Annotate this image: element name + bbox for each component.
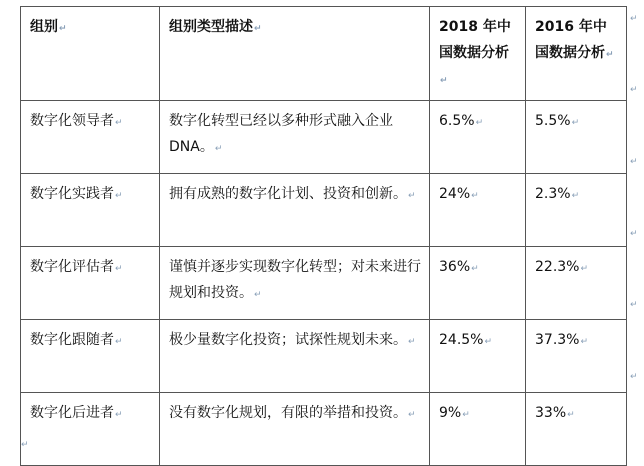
header-group-cell: [21, 7, 160, 101]
table-row: [21, 247, 627, 320]
paragraph-mark-icon: ↵: [475, 118, 484, 128]
paragraph-mark-icon: ↵: [571, 118, 580, 128]
desc-cell: [160, 101, 430, 174]
paragraph-mark-icon: ↵: [214, 144, 223, 154]
row-end-mark-icon: ↵: [630, 157, 638, 167]
paragraph-mark-icon: ↵: [21, 440, 29, 450]
header-desc-cell: [160, 7, 430, 101]
paragraph-mark-icon: ↵: [567, 410, 575, 420]
value-2018: 24%: [439, 186, 471, 202]
group-name: 数字化领导者: [30, 113, 114, 129]
group-description: 数字化转型已经以多种形式融入企业 DNA。: [169, 113, 393, 155]
group-name: 数字化实践者: [30, 186, 114, 202]
group-description: 谨慎并逐步实现数字化转型；对未来进行规划和投资。: [169, 259, 421, 301]
paragraph-mark-icon: ↵: [115, 191, 123, 201]
paragraph-mark-icon: ↵: [408, 191, 416, 201]
paragraph-mark-icon: ↵: [571, 191, 580, 201]
header-group: 组别: [30, 19, 58, 35]
paragraph-mark-icon: ↵: [440, 76, 448, 86]
value-2016: 37.3%: [535, 332, 580, 348]
row-end-mark-icon: ↵: [630, 372, 638, 382]
table-header-row: [21, 7, 627, 101]
value-2018-cell: [430, 174, 526, 247]
paragraph-mark-icon: ↵: [580, 337, 589, 347]
value-2018: 6.5%: [439, 113, 475, 129]
value-2018: 24.5%: [439, 332, 484, 348]
value-2016: 2.3%: [535, 186, 571, 202]
value-2018: 36%: [439, 259, 471, 275]
table-row: [21, 393, 627, 466]
value-2018-cell: [430, 101, 526, 174]
group-name: 数字化评估者: [30, 259, 114, 275]
group-cell: [21, 247, 160, 320]
group-description: 极少量数字化投资；试探性规划未来。: [169, 332, 407, 348]
value-2016-cell: [526, 247, 627, 320]
header-2016-cell: [526, 7, 627, 101]
header-desc: 组别类型描述: [169, 19, 253, 35]
group-table: [20, 6, 627, 466]
paragraph-mark-icon: ↵: [115, 410, 123, 420]
paragraph-mark-icon: ↵: [484, 337, 493, 347]
group-cell: [21, 174, 160, 247]
paragraph-mark-icon: ↵: [115, 118, 123, 128]
value-2018-cell: [430, 247, 526, 320]
value-2016: 33%: [535, 405, 567, 421]
row-end-mark-icon: ↵: [630, 14, 638, 24]
paragraph-mark-icon: ↵: [471, 264, 479, 274]
header-2018-cell: [430, 7, 526, 101]
desc-cell: [160, 174, 430, 247]
paragraph-mark-icon: ↵: [408, 337, 416, 347]
paragraph-mark-icon: ↵: [59, 24, 67, 34]
group-description: 拥有成熟的数字化计划、投资和创新。: [169, 186, 407, 202]
value-2016-cell: [526, 101, 627, 174]
paragraph-mark-icon: ↵: [115, 264, 123, 274]
header-2016: 2016 年中国数据分析: [535, 19, 607, 61]
table-row: [21, 174, 627, 247]
paragraph-mark-icon: ↵: [254, 290, 262, 300]
value-2016-cell: [526, 393, 627, 466]
group-cell: [21, 320, 160, 393]
desc-cell: [160, 247, 430, 320]
desc-cell: [160, 320, 430, 393]
header-2018: 2018 年中国数据分析: [439, 19, 511, 61]
group-cell: [21, 101, 160, 174]
value-2018-cell: [430, 320, 526, 393]
desc-cell: [160, 393, 430, 466]
paragraph-mark-icon: ↵: [115, 337, 123, 347]
paragraph-mark-icon: ↵: [580, 264, 589, 274]
value-2018: 9%: [439, 405, 462, 421]
paragraph-mark-icon: ↵: [254, 24, 262, 34]
paragraph-mark-icon: ↵: [471, 191, 479, 201]
table-row: [21, 320, 627, 393]
group-name: 数字化跟随者: [30, 332, 114, 348]
row-end-mark-icon: ↵: [630, 300, 638, 310]
row-end-mark-icon: ↵: [630, 229, 638, 239]
group-cell: [21, 393, 160, 466]
paragraph-mark-icon: ↵: [606, 50, 614, 60]
paragraph-mark-icon: ↵: [408, 410, 416, 420]
value-2016-cell: [526, 174, 627, 247]
value-2016: 22.3%: [535, 259, 580, 275]
paragraph-mark-icon: ↵: [462, 410, 470, 420]
value-2016-cell: [526, 320, 627, 393]
row-end-mark-icon: ↵: [630, 85, 638, 95]
group-description: 没有数字化规划，有限的举措和投资。: [169, 405, 407, 421]
table-row: [21, 101, 627, 174]
group-name: 数字化后进者: [30, 405, 114, 421]
value-2018-cell: [430, 393, 526, 466]
value-2016: 5.5%: [535, 113, 571, 129]
